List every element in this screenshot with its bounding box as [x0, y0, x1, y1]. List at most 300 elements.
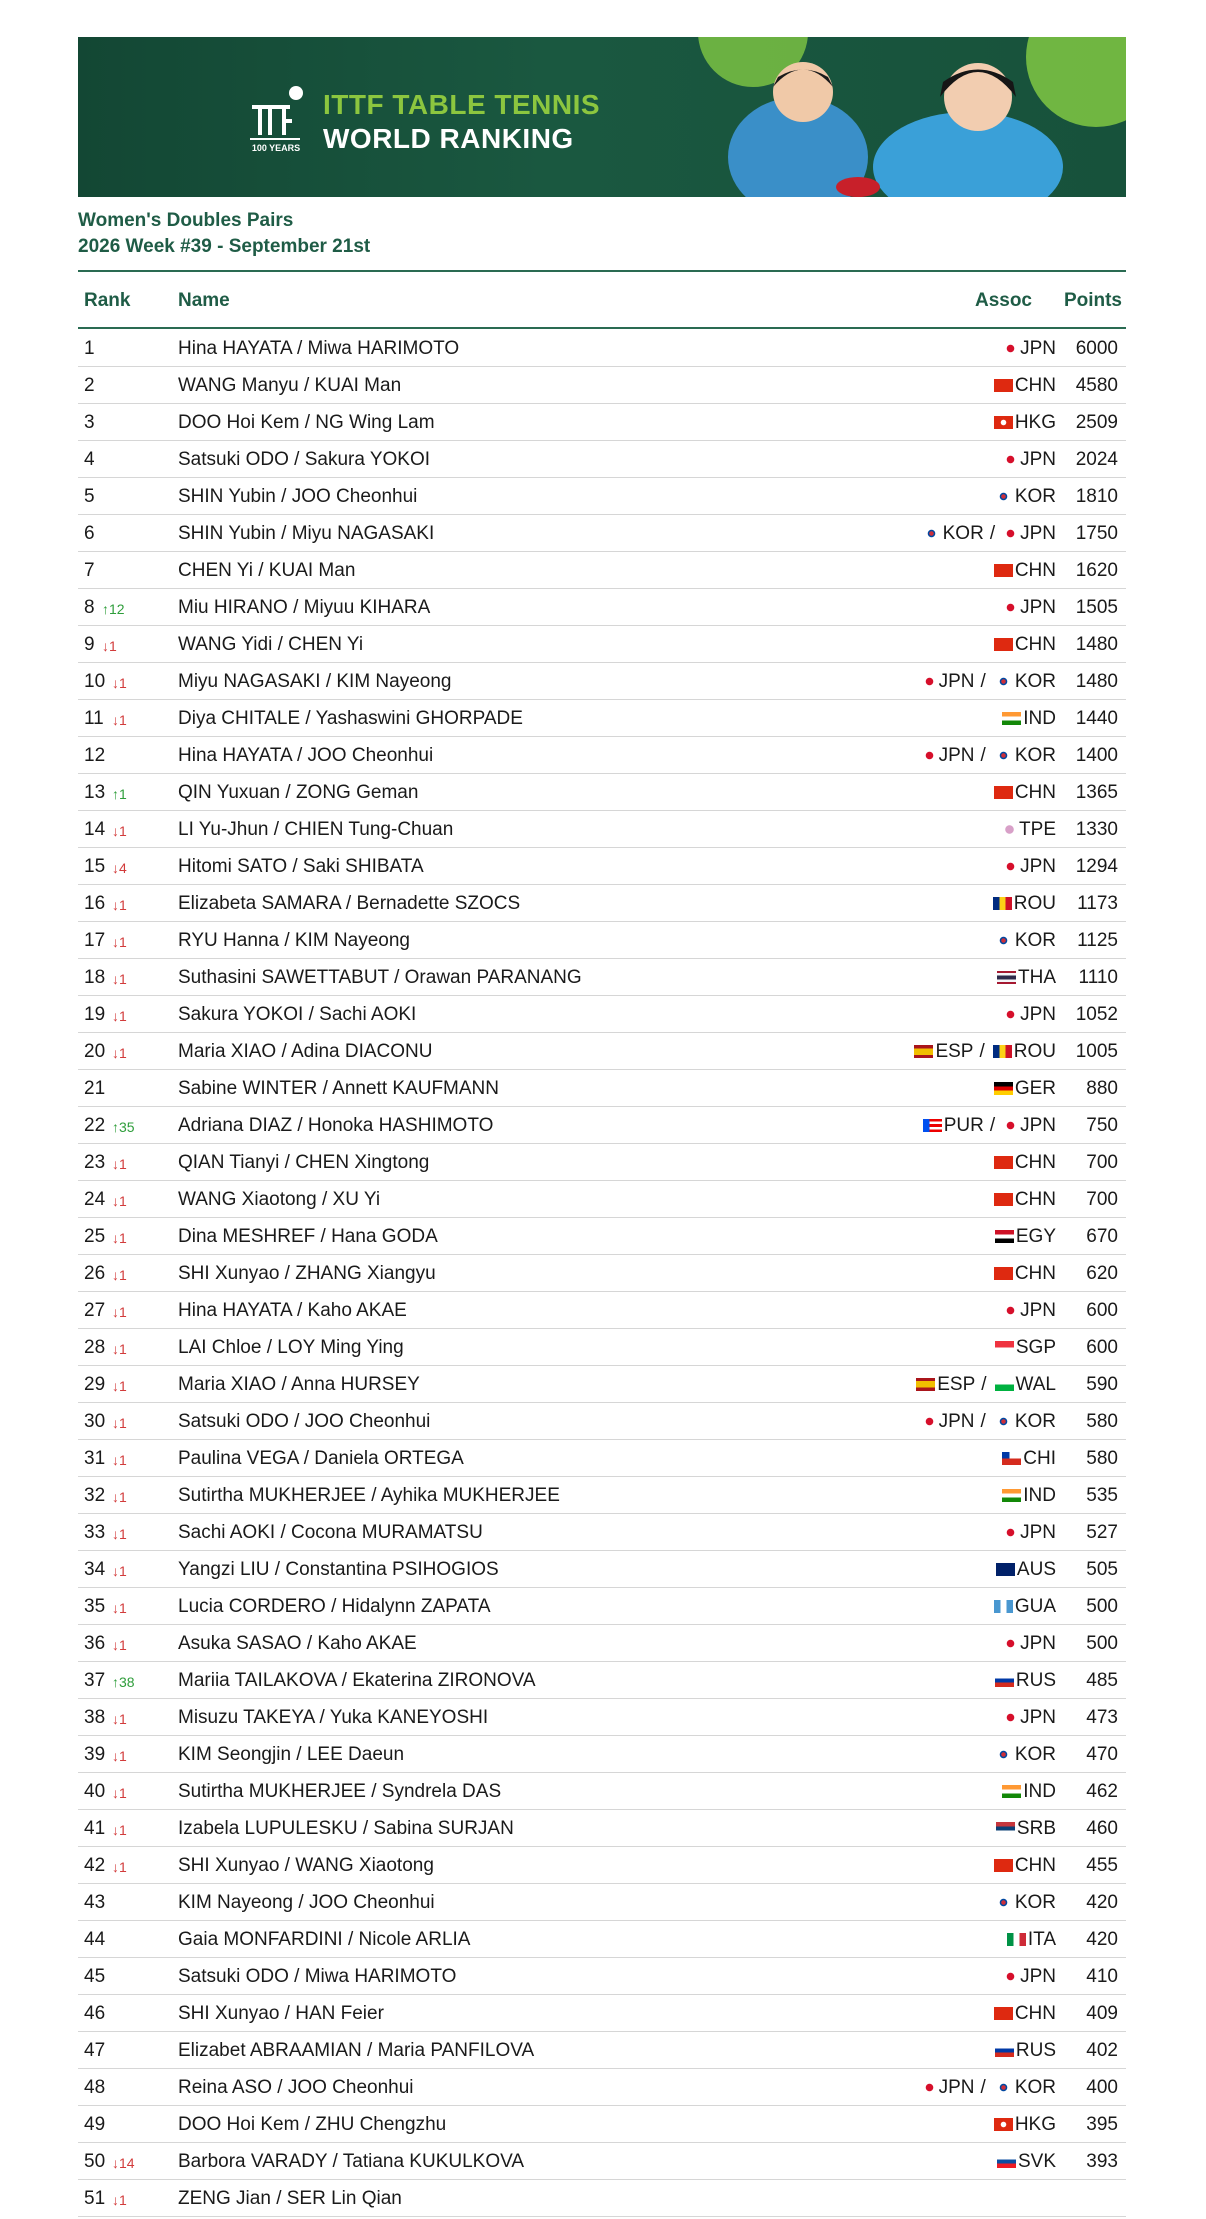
table-row[interactable]: [78, 589, 1126, 626]
table-row[interactable]: [78, 700, 1126, 737]
pair-name[interactable]: Yangzi LIU / Constantina PSIHOGIOS: [178, 1559, 499, 1580]
points-value: 535: [1086, 1485, 1118, 1506]
association: [1003, 1633, 1056, 1655]
points-value: 420: [1086, 1892, 1118, 1913]
association: [994, 1263, 1056, 1285]
table-row[interactable]: [78, 848, 1126, 885]
table-row[interactable]: [78, 330, 1126, 367]
pair-name[interactable]: CHEN Yi / KUAI Man: [178, 560, 356, 581]
pair-name[interactable]: SHI Xunyao / WANG Xiaotong: [178, 1855, 434, 1876]
flag-icon: [993, 1045, 1012, 1058]
table-row[interactable]: [78, 404, 1126, 441]
association: [995, 2040, 1056, 2062]
assoc-code: KOR: [1014, 1892, 1056, 1913]
association: [995, 1670, 1056, 1692]
pair-name[interactable]: RYU Hanna / KIM Nayeong: [178, 930, 410, 951]
table-row[interactable]: [78, 1699, 1126, 1736]
flag-icon: [922, 749, 937, 762]
points-value: 505: [1086, 1559, 1118, 1580]
table-row[interactable]: [78, 811, 1126, 848]
assoc-code: JPN: [1020, 1707, 1056, 1728]
flag-icon: [994, 490, 1013, 503]
points-value: 393: [1086, 2151, 1118, 2172]
flag-icon: [993, 897, 1012, 910]
flag-icon: [995, 1378, 1014, 1391]
table-row[interactable]: [78, 1884, 1126, 1921]
pair-name[interactable]: Satsuki ODO / Sakura YOKOI: [178, 449, 431, 470]
pair-name[interactable]: Sabine WINTER / Annett KAUFMANN: [178, 1078, 499, 1099]
pair-name[interactable]: DOO Hoi Kem / NG Wing Lam: [178, 412, 435, 433]
column-header-points[interactable]: Points: [1063, 290, 1122, 311]
assoc-code: CHN: [1014, 1263, 1056, 1284]
flag-icon: [922, 527, 941, 540]
rank-down-indicator: ↓1: [112, 1637, 127, 1653]
assoc-code: KOR: [1014, 1411, 1056, 1432]
points-value: 590: [1086, 1374, 1118, 1395]
points-value: 750: [1086, 1115, 1118, 1136]
association: [994, 1078, 1056, 1100]
table-row[interactable]: [78, 478, 1126, 515]
table-row[interactable]: [78, 1070, 1126, 1107]
pair-name[interactable]: Hina HAYATA / Miwa HARIMOTO: [178, 338, 460, 359]
assoc-code: CHN: [1014, 782, 1056, 803]
pair-name[interactable]: Miu HIRANO / Miyuu KIHARA: [178, 597, 431, 618]
association: [1002, 1485, 1056, 1507]
table-row[interactable]: [78, 1255, 1126, 1292]
rank-value: 48: [84, 2077, 106, 2098]
flag-icon: [1003, 342, 1018, 355]
association: [922, 745, 1056, 767]
points-value: 1505: [1075, 597, 1118, 618]
flag-icon: [922, 675, 937, 688]
table-row[interactable]: [78, 1366, 1126, 1403]
points-value: 700: [1086, 1152, 1118, 1173]
flag-icon: [997, 2155, 1016, 2168]
table-row[interactable]: [78, 1329, 1126, 1366]
flag-icon: [994, 1859, 1013, 1872]
table-row[interactable]: [78, 1218, 1126, 1255]
flag-icon: [994, 1415, 1013, 1428]
pair-name[interactable]: Elizabeta SAMARA / Bernadette SZOCS: [178, 893, 521, 914]
points-value: 402: [1086, 2040, 1118, 2061]
pair-name[interactable]: Miyu NAGASAKI / KIM Nayeong: [178, 671, 452, 692]
points-value: 620: [1086, 1263, 1118, 1284]
rank-down-indicator: ↓1: [112, 1711, 127, 1727]
flag-icon: [1007, 1933, 1026, 1946]
flag-icon: [1003, 1711, 1018, 1724]
table-row[interactable]: [78, 663, 1126, 700]
pair-name[interactable]: Sutirtha MUKHERJEE / Ayhika MUKHERJEE: [178, 1485, 560, 1506]
assoc-code: CHN: [1014, 634, 1056, 655]
flag-icon: [1003, 1304, 1018, 1317]
points-value: 6000: [1075, 338, 1118, 359]
association: [994, 1744, 1056, 1766]
association: [922, 523, 1056, 545]
assoc-separator: /: [980, 2077, 986, 2098]
points-value: 1440: [1075, 708, 1118, 729]
rank-value: 7: [84, 560, 95, 581]
points-value: 2509: [1075, 412, 1118, 433]
association: [997, 967, 1056, 989]
points-value: 600: [1086, 1337, 1118, 1358]
table-row[interactable]: [78, 737, 1126, 774]
points-value: 1173: [1077, 893, 1118, 914]
pair-name[interactable]: Hina HAYATA / Kaho AKAE: [178, 1300, 407, 1321]
table-row[interactable]: [78, 1181, 1126, 1218]
table-row[interactable]: [78, 2106, 1126, 2143]
pair-name[interactable]: Paulina VEGA / Daniela ORTEGA: [178, 1448, 464, 1469]
rank-value: 18: [84, 967, 106, 988]
pair-name[interactable]: LI Yu-Jhun / CHIEN Tung-Chuan: [178, 819, 454, 840]
assoc-code: SVK: [1017, 2151, 1056, 2172]
assoc-code: SRB: [1016, 1818, 1056, 1839]
points-value: 455: [1086, 1855, 1118, 1876]
pair-name[interactable]: SHI Xunyao / HAN Feier: [178, 2003, 384, 2024]
points-value: 1480: [1075, 634, 1118, 655]
flag-icon: [994, 1267, 1013, 1280]
pair-name[interactable]: Barbora VARADY / Tatiana KUKULKOVA: [178, 2151, 525, 2172]
flag-icon: [994, 416, 1013, 429]
players-photo: [678, 37, 1118, 197]
table-row[interactable]: [78, 626, 1126, 663]
rank-value: 4: [84, 449, 95, 470]
association: [922, 1411, 1056, 1433]
points-value: 580: [1086, 1448, 1118, 1469]
pair-name[interactable]: Sakura YOKOI / Sachi AOKI: [178, 1004, 417, 1025]
assoc-separator: /: [989, 1115, 996, 1136]
rank-down-indicator: ↓1: [112, 971, 127, 987]
table-row[interactable]: [78, 552, 1126, 589]
ittf-logo-icon: [238, 77, 318, 157]
rank-value: 10: [84, 671, 106, 692]
table-row[interactable]: [78, 2069, 1126, 2106]
pair-name[interactable]: Satsuki ODO / Miwa HARIMOTO: [178, 1966, 457, 1987]
points-value: 1294: [1075, 856, 1118, 877]
association: [994, 930, 1056, 952]
pair-name[interactable]: Asuka SASAO / Kaho AKAE: [178, 1633, 417, 1654]
pair-name[interactable]: Gaia MONFARDINI / Nicole ARLIA: [178, 1929, 471, 1950]
table-row[interactable]: [78, 1144, 1126, 1181]
pair-name[interactable]: Maria XIAO / Adina DIACONU: [178, 1041, 433, 1062]
assoc-code: JPN: [938, 671, 975, 692]
pair-name[interactable]: Misuzu TAKEYA / Yuka KANEYOSHI: [178, 1707, 489, 1728]
rank-value: 26: [84, 1263, 106, 1284]
points-value: 485: [1086, 1670, 1118, 1691]
association: [1003, 1004, 1056, 1026]
assoc-separator: /: [980, 1411, 986, 1432]
flag-icon: [916, 1378, 935, 1391]
assoc-code: JPN: [1020, 856, 1056, 877]
points-value: 1810: [1075, 486, 1118, 507]
pair-name[interactable]: Satsuki ODO / JOO Cheonhui: [178, 1411, 431, 1432]
table-row[interactable]: [78, 1625, 1126, 1662]
association: [1002, 708, 1056, 730]
banner-title-line2: WORLD RANKING: [323, 123, 574, 154]
flag-icon: [1002, 1785, 1021, 1798]
pair-name[interactable]: Suthasini SAWETTABUT / Orawan PARANANG: [178, 967, 582, 988]
points-value: 462: [1086, 1781, 1118, 1802]
pair-name[interactable]: Lucia CORDERO / Hidalynn ZAPATA: [178, 1596, 491, 1617]
flag-icon: [997, 971, 1016, 984]
assoc-code: JPN: [938, 1411, 975, 1432]
points-value: 410: [1086, 1966, 1118, 1987]
rank-down-indicator: ↓1: [112, 823, 127, 839]
flag-icon: [994, 638, 1013, 651]
flag-icon: [1002, 1489, 1021, 1502]
pair-name[interactable]: Diya CHITALE / Yashaswini GHORPADE: [178, 708, 523, 729]
rank-value: 33: [84, 1522, 106, 1543]
pair-name[interactable]: Maria XIAO / Anna HURSEY: [178, 1374, 420, 1395]
rank-down-indicator: ↓1: [112, 1600, 127, 1616]
association: [1003, 338, 1056, 360]
assoc-code: JPN: [1020, 1966, 1056, 1987]
flag-icon: [922, 2081, 937, 2094]
points-value: 600: [1086, 1300, 1118, 1321]
flag-icon: [994, 749, 1013, 762]
rank-value: 25: [84, 1226, 106, 1247]
table-row[interactable]: [78, 2032, 1126, 2069]
rank-up-indicator: ↑35: [112, 1119, 135, 1135]
pair-name[interactable]: ZENG Jian / SER Lin Qian: [178, 2188, 402, 2209]
rank-value: 38: [84, 1707, 106, 1728]
association: [1003, 1966, 1056, 1988]
association: [994, 375, 1056, 397]
assoc-separator: /: [980, 745, 986, 766]
assoc-code: KOR: [1014, 930, 1056, 951]
assoc-code: WAL: [1015, 1374, 1056, 1395]
flag-icon: [994, 786, 1013, 799]
points-value: 1480: [1075, 671, 1118, 692]
assoc-code: KOR: [1014, 2077, 1056, 2098]
association: [1003, 449, 1056, 471]
table-row[interactable]: [78, 996, 1126, 1033]
table-row[interactable]: [78, 1588, 1126, 1625]
assoc-code: HKG: [1014, 412, 1056, 433]
assoc-code: PUR: [943, 1115, 984, 1136]
assoc-code: CHN: [1014, 560, 1056, 581]
pair-name[interactable]: QIAN Tianyi / CHEN Xingtong: [178, 1152, 430, 1173]
assoc-code: CHN: [1014, 375, 1056, 396]
assoc-code: ESP: [935, 1041, 974, 1062]
assoc-code: ITA: [1027, 1929, 1056, 1950]
table-row[interactable]: [78, 1810, 1126, 1847]
association: [995, 1337, 1056, 1359]
assoc-code: CHN: [1014, 2003, 1056, 2024]
table-row[interactable]: [78, 441, 1126, 478]
rank-value: 39: [84, 1744, 106, 1765]
assoc-code: GER: [1014, 1078, 1056, 1099]
column-header-name[interactable]: Name: [178, 290, 230, 311]
flag-icon: [994, 379, 1013, 392]
pair-name[interactable]: KIM Seongjin / LEE Daeun: [178, 1744, 405, 1765]
flag-icon: [1003, 860, 1018, 873]
assoc-code: JPN: [1020, 597, 1056, 618]
assoc-code: AUS: [1016, 1559, 1056, 1580]
association: [994, 486, 1056, 508]
pair-name[interactable]: Reina ASO / JOO Cheonhui: [178, 2077, 414, 2098]
assoc-code: RUS: [1015, 2040, 1056, 2061]
table-row[interactable]: [78, 1662, 1126, 1699]
association: [1002, 1781, 1056, 1803]
rank-value: 28: [84, 1337, 106, 1358]
assoc-separator: /: [981, 1374, 987, 1395]
assoc-code: HKG: [1014, 2114, 1056, 2135]
assoc-separator: /: [979, 1041, 985, 1062]
table-row[interactable]: [78, 1033, 1126, 1070]
rank-down-indicator: ↓1: [112, 712, 127, 728]
rank-value: 43: [84, 1892, 106, 1913]
points-value: 500: [1086, 1596, 1118, 1617]
flag-icon: [995, 1674, 1014, 1687]
pair-name[interactable]: KIM Nayeong / JOO Cheonhui: [178, 1892, 435, 1913]
rank-value: 9: [84, 634, 95, 655]
flag-icon: [994, 1748, 1013, 1761]
table-row[interactable]: [78, 959, 1126, 996]
pair-name[interactable]: Sachi AOKI / Cocona MURAMATSU: [178, 1522, 483, 1543]
assoc-code: JPN: [1020, 1004, 1056, 1025]
flag-icon: [994, 675, 1013, 688]
rank-value: 32: [84, 1485, 106, 1506]
assoc-code: ESP: [937, 1374, 976, 1395]
rank-value: 19: [84, 1004, 106, 1025]
pair-name[interactable]: QIN Yuxuan / ZONG Geman: [178, 782, 419, 803]
table-row[interactable]: [78, 2143, 1126, 2180]
table-row[interactable]: [78, 922, 1126, 959]
flag-icon: [1002, 712, 1021, 725]
pair-name[interactable]: Hina HAYATA / JOO Cheonhui: [178, 745, 434, 766]
rank-up-indicator: ↑12: [102, 601, 125, 617]
assoc-code: JPN: [1020, 1115, 1056, 1136]
points-value: 460: [1086, 1818, 1118, 1839]
rank-down-indicator: ↓1: [112, 1378, 127, 1394]
rank-value: 5: [84, 486, 95, 507]
rank-value: 40: [84, 1781, 106, 1802]
rank-down-indicator: ↓4: [112, 860, 127, 876]
table-row[interactable]: [78, 1958, 1126, 1995]
points-value: 500: [1086, 1633, 1118, 1654]
table-row[interactable]: [78, 515, 1126, 552]
table-row[interactable]: [78, 2180, 1126, 2217]
pair-name[interactable]: Dina MESHREF / Hana GODA: [178, 1226, 438, 1247]
assoc-code: JPN: [1020, 449, 1056, 470]
pair-name[interactable]: SHIN Yubin / JOO Cheonhui: [178, 486, 418, 507]
pair-name[interactable]: WANG Yidi / CHEN Yi: [178, 634, 364, 655]
flag-icon: [994, 1156, 1013, 1169]
pair-name[interactable]: LAI Chloe / LOY Ming Ying: [178, 1337, 404, 1358]
rank-value: 36: [84, 1633, 106, 1654]
flag-icon: [994, 1896, 1013, 1909]
assoc-code: ROU: [1013, 893, 1056, 914]
rank-value: 17: [84, 930, 106, 951]
association: [994, 1189, 1056, 1211]
assoc-code: CHI: [1023, 1448, 1056, 1469]
flag-icon: [994, 1600, 1013, 1613]
pair-name[interactable]: Sutirtha MUKHERJEE / Syndrela DAS: [178, 1781, 502, 1802]
table-row[interactable]: [78, 1292, 1126, 1329]
flag-icon: [996, 1822, 1015, 1835]
rank-value: 3: [84, 412, 95, 433]
rank-value: 22: [84, 1115, 106, 1136]
pair-name[interactable]: Mariia TAILAKOVA / Ekaterina ZIRONOVA: [178, 1670, 536, 1691]
pair-name[interactable]: WANG Xiaotong / XU Yi: [178, 1189, 381, 1210]
page-subtitle: Women's Doubles Pairs: [78, 210, 294, 231]
rank-down-indicator: ↓1: [112, 1230, 127, 1246]
rank-value: 50: [84, 2151, 106, 2172]
pair-name[interactable]: Elizabet ABRAAMIAN / Maria PANFILOVA: [178, 2040, 535, 2061]
association: [914, 1041, 1056, 1063]
rank-down-indicator: ↓1: [112, 1008, 127, 1024]
points-value: 1110: [1078, 967, 1118, 988]
flag-icon: [914, 1045, 933, 1058]
pair-name[interactable]: DOO Hoi Kem / ZHU Chengzhu: [178, 2114, 447, 2135]
association: [916, 1374, 1056, 1396]
rank-down-indicator: ↓1: [112, 1785, 127, 1801]
rank-value: 21: [84, 1078, 106, 1099]
flag-icon: [1002, 1452, 1021, 1465]
ranking-banner: [78, 37, 1126, 197]
points-value: 1750: [1075, 523, 1118, 544]
pair-name[interactable]: Izabela LUPULESKU / Sabina SURJAN: [178, 1818, 514, 1839]
rank-value: 30: [84, 1411, 106, 1432]
association: [1003, 597, 1056, 619]
table-row[interactable]: [78, 1847, 1126, 1884]
table-row[interactable]: [78, 1773, 1126, 1810]
points-value: 470: [1086, 1744, 1118, 1765]
svg-text:100 YEARS: 100 YEARS: [251, 143, 301, 153]
pair-name[interactable]: WANG Manyu / KUAI Man: [178, 375, 402, 396]
rank-value: 49: [84, 2114, 106, 2135]
table-row[interactable]: [78, 367, 1126, 404]
column-header-assoc[interactable]: Assoc: [974, 290, 1032, 311]
rank-value: 8: [84, 597, 95, 618]
table-row[interactable]: [78, 1107, 1126, 1144]
rank-down-indicator: ↓1: [112, 1452, 127, 1468]
assoc-code: SGP: [1015, 1337, 1056, 1358]
pair-name[interactable]: SHI Xunyao / ZHANG Xiangyu: [178, 1263, 436, 1284]
flag-icon: [1003, 601, 1018, 614]
table-row[interactable]: [78, 1440, 1126, 1477]
points-value: 670: [1086, 1226, 1118, 1247]
rank-down-indicator: ↓1: [112, 1748, 127, 1764]
rank-value: 1: [84, 338, 95, 359]
pair-name[interactable]: Adriana DIAZ / Honoka HASHIMOTO: [178, 1115, 494, 1136]
column-header-rank[interactable]: Rank: [84, 290, 131, 311]
assoc-code: THA: [1018, 967, 1056, 988]
rank-value: 41: [84, 1818, 106, 1839]
table-row[interactable]: [78, 1514, 1126, 1551]
table-row[interactable]: [78, 1551, 1126, 1588]
table-row[interactable]: [78, 774, 1126, 811]
table-row[interactable]: [78, 1477, 1126, 1514]
association: [922, 671, 1056, 693]
points-value: 2024: [1075, 449, 1118, 470]
rank-value: 16: [84, 893, 106, 914]
rank-value: 12: [84, 745, 106, 766]
table-row[interactable]: [78, 885, 1126, 922]
table-row[interactable]: [78, 1995, 1126, 2032]
flag-icon: [1003, 1119, 1018, 1132]
rank-value: 45: [84, 1966, 106, 1987]
points-value: 1330: [1075, 819, 1118, 840]
points-value: 395: [1086, 2114, 1118, 2135]
table-row[interactable]: [78, 1736, 1126, 1773]
assoc-code: CHN: [1014, 1855, 1056, 1876]
table-row[interactable]: [78, 1921, 1126, 1958]
pair-name[interactable]: Hitomi SATO / Saki SHIBATA: [178, 856, 424, 877]
association: [996, 1559, 1056, 1581]
pair-name[interactable]: SHIN Yubin / Miyu NAGASAKI: [178, 523, 435, 544]
table-row[interactable]: [78, 1403, 1126, 1440]
